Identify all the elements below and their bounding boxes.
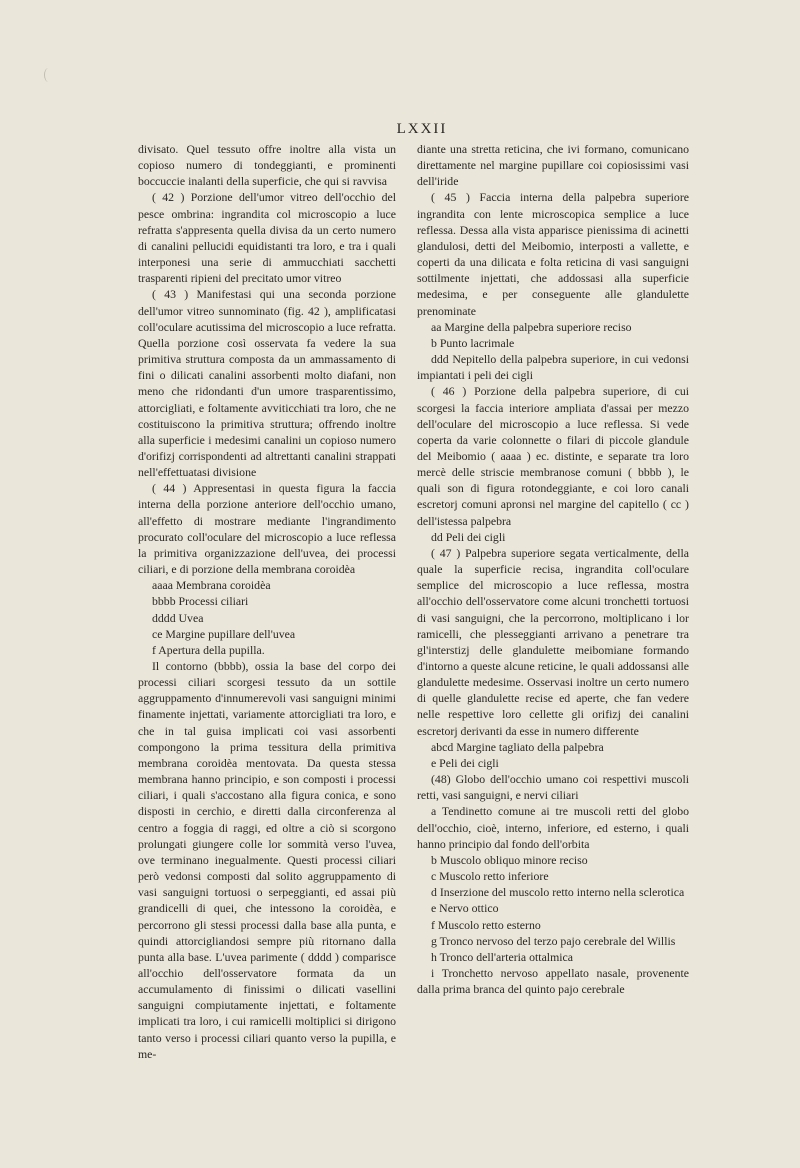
paragraph: ( 47 ) Palpebra superiore segata verticalmente, della quale la superficie recisa, ingrandita coll'oculare semplice del microscopio a luce reflessa, mostra all'occhio dell'osservatore come alcuni tronchetti tortuosi di vasi sanguigni, che la percorrono, moltiplicano i lor ramicelli, che plesseggianti arrivano a penetrare tra gl'interstizj delle glandulette meibomiane formando d'intorno a queste alcune reticine, le quali addossansi alle glandulette medesime. Osservasi inoltre un certo numero di quelle glandulette recise ed aperte, che fan vedere nelle respettive loro cellette gli orifizj dei canalini escretorj derivanti da esse in numero differente — [417, 545, 689, 738]
continued-paragraph: divisato. Quel tessuto offre inoltre alla vista un copioso numero di tondeggianti, e prominenti boccuccie inalanti della superficie, che qui si ravvisa — [138, 142, 396, 189]
page-header — [0, 121, 800, 138]
legend-item: dddd Uvea — [152, 610, 204, 625]
legend-item: b Muscolo obliquo minore reciso — [431, 852, 588, 867]
paragraph: ( 44 ) Appresentasi in questa figura la faccia interna della porzione anteriore dell'occhio umano, all'effetto di mostrare mediante l'ingrandimento procurato coll'oculare del microscopio a luce reflessa la primitiva organizzazione dell'uvea, dei processi ciliari, e di porzione della membrana coroidèa — [138, 481, 396, 577]
legend-item: dd Peli dei cigli — [431, 529, 506, 544]
legend-item: ddd Nepitello della palpebra superiore, in cui vedonsi impiantati i peli dei cigli — [417, 352, 689, 383]
legend-item: c Muscolo retto inferiore — [431, 869, 549, 884]
legend-item: abcd Margine tagliato della palpebra — [431, 739, 604, 754]
legend-item: aaaa Membrana coroidèa — [152, 578, 271, 593]
paper-blemish — [44, 68, 53, 82]
legend-item: bbbb Processi ciliari — [152, 594, 249, 609]
legend-item: b Punto lacrimale — [431, 335, 515, 350]
legend-item: d Inserzione del muscolo retto interno nella sclerotica — [431, 885, 685, 900]
legend-item: i Tronchetto nervoso appellato nasale, provenente dalla prima branca del quinto pajo cerebrale — [417, 965, 689, 997]
paragraph: ( 43 ) Manifestasi qui una seconda porzione dell'umor vitreo sunnominato (fig. 42 ), amplificatasi coll'oculare acutissima del microscopio a luce refratta. Quella porzione così osservata fa vedere la sua primitiva struttura composta da un ammassamento di fini o dilicati canalini assorbenti molto diafani, non meno che ridondanti d'un umore trasparentissimo, attorcigliati, e foltamente avviticchiati tra loro, che ne costituiscono la primitiva struttura; offrendo inoltre alla superficie i medesimi canalini un copioso numero d'orifizj corrispondenti ad altrettanti canalini strappati nell'effettuatasi divisione — [138, 287, 396, 480]
legend-item: e Nervo ottico — [431, 901, 499, 916]
page-number: LXXII — [396, 121, 448, 137]
paragraph: ( 42 ) Porzione dell'umor vitreo dell'occhio del pesce ombrina: ingrandita col microscopio a luce refratta s'appresenta quella divisa da un certo numero di canalini pellucidi equidistanti tra loro, e tra i quali interponesi una serie di ammucchiati sacchetti trasparenti ripieni del precitato umor vitreo — [138, 190, 396, 286]
paragraph: ( 45 ) Faccia interna della palpebra superiore ingrandita con lente microscopica semplice a luce reflessa. Dessa alla vista apparisce pienissima di acinetti glandulosi, detti del Meibomio, interposti a vallette, e coperti da una dilicata e folta reticina di vasi sanguigni sottilmente injettati, che addossasi alla superficie medesima, e per conseguente alle glandulette prenominate — [417, 190, 689, 318]
continued-paragraph: diante una stretta reticina, che ivi formano, comunicano direttamente nel margine pupillare coi copiosissimi vasi dell'iride — [417, 142, 689, 189]
left-column — [138, 141, 396, 1062]
legend-item: h Tronco dell'arteria ottalmica — [431, 949, 574, 964]
paragraph: ( 46 ) Porzione della palpebra superiore, di cui scorgesi la faccia interiore ampliata d'assai per mezzo dell'oculare del microscopio a luce reflessa. Si vede coperta da varie colonnette o filari di piccole glandule del Meibomio ( aaaa ) ec. distinte, e separate tra loro mercè delle striscie membranose comuni ( bbbb ), le quali son di figura rotondeggiante, e coi loro canali escretorj comuni apronsi nel margine del capitello ( cc ) dell'istessa palpebra — [417, 384, 689, 528]
right-column — [417, 141, 689, 997]
legend-item: ce Margine pupillare dell'uvea — [152, 626, 296, 641]
paragraph: (48) Globo dell'occhio umano coi respettivi muscoli retti, vasi sanguigni, e nervi ciliari — [417, 772, 689, 803]
legend-item: a Tendinetto comune ai tre muscoli retti del globo dell'occhio, cioè, interno, inferiore, ed esterno, i quali hanno principio dal fondo dell'orbita — [417, 804, 689, 851]
legend-item: f Muscolo retto esterno — [431, 917, 541, 932]
legend-item: g Tronco nervoso del terzo pajo cerebrale del Willis — [431, 933, 676, 948]
legend-item: f Apertura della pupilla. — [152, 642, 265, 657]
legend-item: aa Margine della palpebra superiore reciso — [431, 319, 632, 334]
paragraph: Il contorno (bbbb), ossia la base del corpo dei processi ciliari scorgesi tessuto da un sottile aggruppamento d'innumerevoli vasi sanguigni minimi finamente injettati, variamente attorcigliati tra loro, e che in tal guisa implicati coi vasi assorbenti compongono la prima tessitura della primitiva membrana coroidèa mentovata. Da questa stessa membrana hanno principio, e son composti i processi ciliari, i quali s'accostano alla figura conica, e sono disposti in cerchio, e diretti dalla circonferenza al centro a foggia di raggi, ed oltre a ciò si scorgono prolungati giungere colle lor sommità verso l'uvea, ove terminano inegualmente. Questi processi ciliari però vedonsi composti dal solito aggruppamento di vasi sanguigni tortuosi o serpeggianti, ed assai più grandicelli di quei, che intessono la coroidèa, e percorrono gli stessi processi dalla base alla punta, e quindi attorcigliandosi sempre più ritornano dalla punta alla base. L'uvea parimente ( dddd ) comparisce all'occhio dell'osservatore formata da un accumulamento di finissimi o dilicati vasellini sanguigni compiutamente injettati, e foltamente implicati tra loro, i cui ramicelli moltiplici si dirigono tanto verso i processi ciliari quanto verso la pupilla, e me- — [138, 659, 396, 1061]
legend-item: e Peli dei cigli — [431, 755, 499, 770]
